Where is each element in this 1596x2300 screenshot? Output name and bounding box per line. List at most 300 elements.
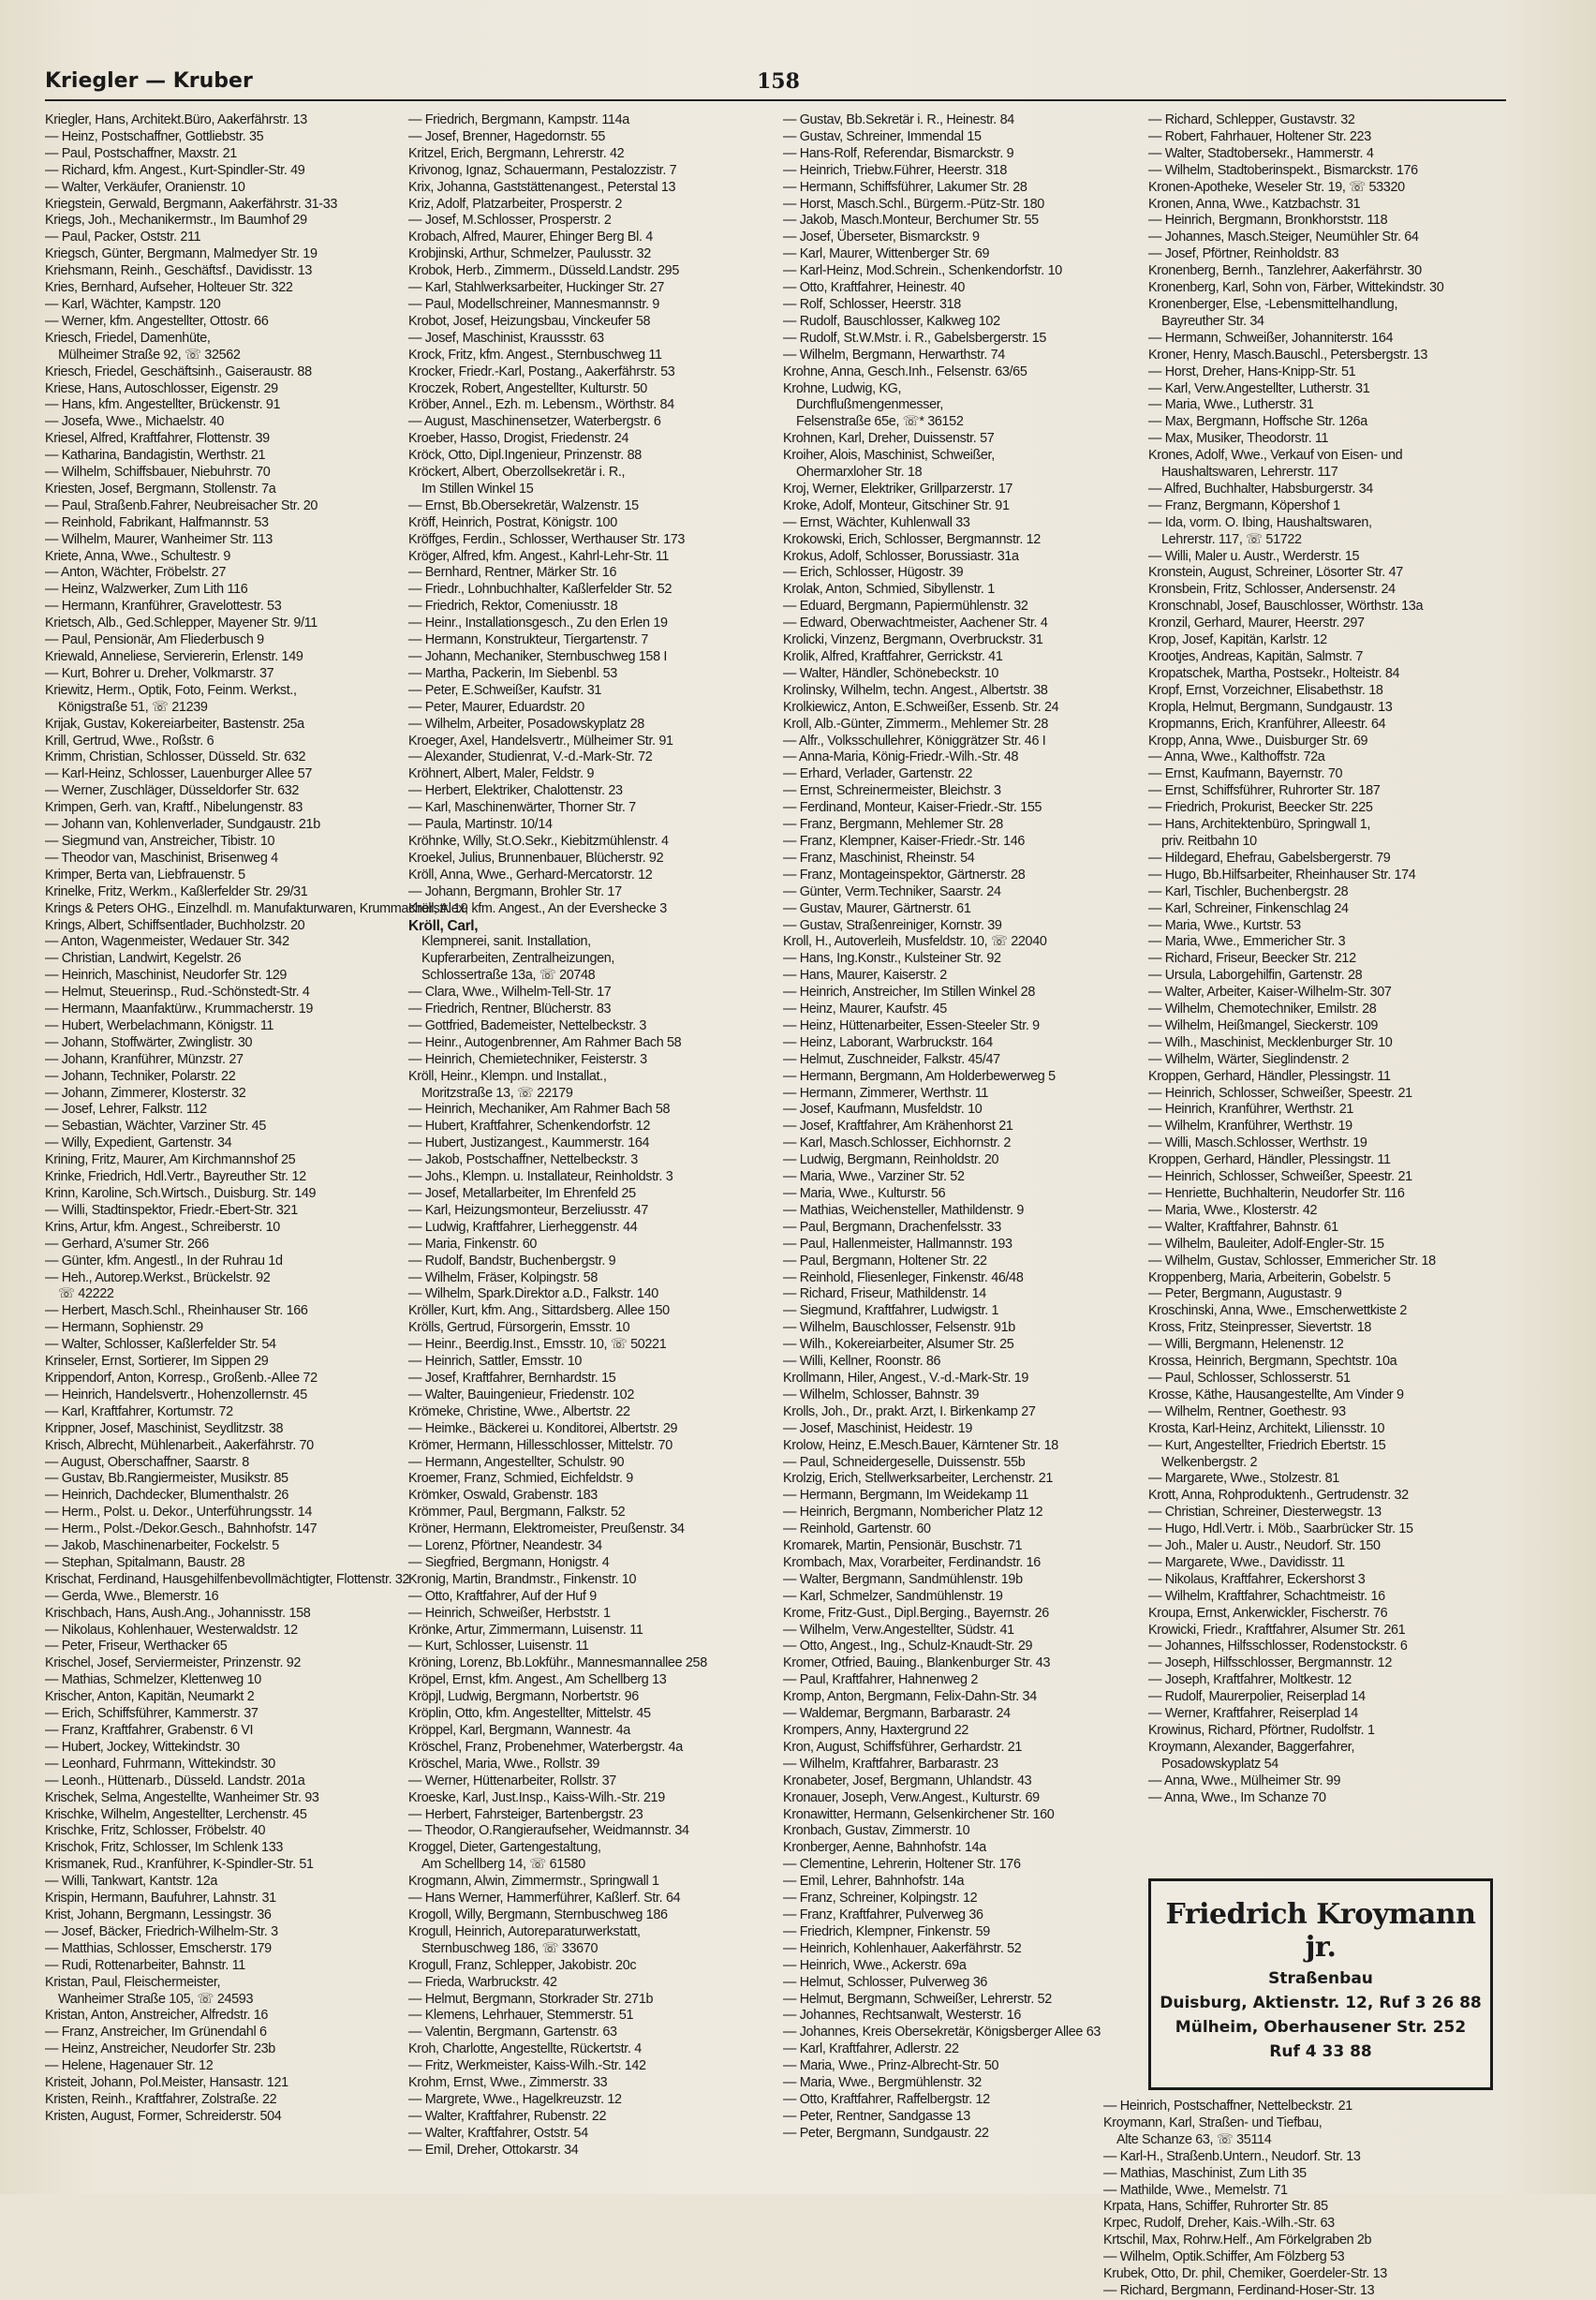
directory-entry: — Friedr., Lohnbuchhalter, Kaßlerfelder Str. 52 — [408, 582, 672, 598]
directory-entry: Krubek, Otto, Dr. phil, Chemiker, Goerdeler-Str. 13 — [1103, 2266, 1387, 2282]
directory-entry: — Nikolaus, Kohlenhauer, Westerwaldstr. 12 — [45, 1622, 298, 1638]
directory-entry: — Johann, Kranführer, Münzstr. 27 — [45, 1051, 244, 1067]
directory-entry: Krollmann, Hiler, Angest., V.-d.-Mark-Str. 19 — [783, 1370, 1029, 1386]
directory-entry: Kröll, Alex, kfm. Angest., An der Evershecke 3 — [408, 900, 667, 916]
directory-entry: Kroj, Werner, Elektriker, Grillparzerstr. 17 — [783, 481, 1013, 497]
directory-entry: Krott, Anna, Rohproduktenh., Gertrudenstr. 32 — [1148, 1488, 1409, 1504]
directory-entry: — Nikolaus, Kraftfahrer, Eckershorst 3 — [1148, 1571, 1366, 1587]
directory-entry: — Ursula, Laborgehilfin, Gartenstr. 28 — [1148, 968, 1363, 984]
directory-entry: Kröll, Heinr., Klempn. und Installat., — [408, 1068, 607, 1084]
directory-entry: Kroymann, Karl, Straßen- und Tiefbau, — [1103, 2115, 1323, 2130]
directory-entry: — Margarete, Wwe., Stolzestr. 81 — [1148, 1471, 1339, 1487]
directory-entry: — Emil, Lehrer, Bahnhofstr. 14a — [783, 1874, 965, 1890]
directory-entry: Kriegs, Joh., Mechanikermstr., Im Baumhof 29 — [45, 213, 307, 229]
directory-entry: — Ernst, Wächter, Kuhlenwall 33 — [783, 514, 970, 530]
directory-entry: — Richard, kfm. Angest., Kurt-Spindler-Str. 49 — [45, 162, 305, 178]
directory-entry: Kriegsch, Günter, Bergmann, Malmedyer Str. 19 — [45, 246, 318, 262]
directory-entry: Krinke, Friedrich, Hdl.Vertr., Bayreuther Str. 12 — [45, 1169, 306, 1185]
directory-entry: — Walter, Bergmann, Sandmühlenstr. 19b — [783, 1571, 1023, 1587]
directory-entry: — Clara, Wwe., Wilhelm-Tell-Str. 17 — [408, 985, 612, 1001]
directory-entry: — Joseph, Hilfsschlosser, Bergmannstr. 12 — [1148, 1655, 1392, 1671]
directory-entry: — Heinr., Autogenbrenner, Am Rahmer Bach 58 — [408, 1034, 682, 1050]
directory-entry: — Karl-Heinz, Schlosser, Lauenburger Allee 57 — [45, 766, 313, 782]
directory-entry: — Siegmund van, Anstreicher, Tibistr. 10 — [45, 833, 275, 849]
directory-entry: Kronen, Anna, Wwe., Katzbachstr. 31 — [1148, 196, 1361, 212]
directory-entry: Kröffges, Ferdin., Schlosser, Werthauser Str. 173 — [408, 531, 686, 547]
directory-entry: — Karl, Wächter, Kampstr. 120 — [45, 296, 221, 312]
directory-entry: — August, Oberschaffner, Saarstr. 8 — [45, 1454, 249, 1470]
directory-entry: — Matthias, Schlosser, Emscherstr. 179 — [45, 1940, 272, 1956]
directory-entry: Kroke, Adolf, Monteur, Gitschiner Str. 91 — [783, 497, 1010, 513]
directory-entry: — Joseph, Kraftfahrer, Moltkestr. 12 — [1148, 1672, 1352, 1688]
directory-entry: Kriz, Adolf, Platzarbeiter, Prosperstr. 2 — [408, 196, 622, 212]
directory-entry: — Gustav, Maurer, Gärtnerstr. 61 — [783, 900, 971, 916]
directory-entry: — Hugo, Bb.Hilfsarbeiter, Rheinhauser Str. 174 — [1148, 867, 1416, 883]
directory-entry: — Johs., Klempn. u. Installateur, Reinholdstr. 3 — [408, 1169, 673, 1185]
directory-entry: Kröschel, Franz, Probenehmer, Waterbergstr. 4a — [408, 1739, 683, 1755]
directory-entry: — Willi, Stadtinspektor, Friedr.-Ebert-Str. 321 — [45, 1202, 298, 1218]
directory-entry: Kronenberger, Else, -Lebensmittelhandlung, — [1148, 296, 1398, 312]
directory-entry: Krompers, Anny, Haxtergrund 22 — [783, 1723, 969, 1738]
directory-entry: Krobjinski, Arthur, Schmelzer, Paulusstr. 32 — [408, 246, 651, 262]
directory-entry: — Hermann, Maanfaktürw., Krummacherstr. 19 — [45, 1002, 314, 1017]
directory-entry: — Johann, Mechaniker, Sternbuschweg 158 I — [408, 649, 668, 664]
directory-entry: — Karl-H., Straßenb.Untern., Neudorf. Str. 13 — [1103, 2148, 1361, 2164]
directory-entry: — Willi, Masch.Schlosser, Werthstr. 19 — [1148, 1135, 1367, 1151]
directory-entry: — Wilhelm, Bergmann, Herwarthstr. 74 — [783, 347, 1005, 363]
directory-entry: Krippendorf, Anton, Korresp., Großenb.-Allee 72 — [45, 1370, 318, 1386]
directory-entry: Krome, Fritz-Gust., Dipl.Berging., Bayernstr. 26 — [783, 1605, 1049, 1621]
directory-entry: — Maria, Wwe., Varziner Str. 52 — [783, 1169, 965, 1185]
directory-entry: — Kurt, Bohrer u. Dreher, Volkmarstr. 37 — [45, 665, 274, 681]
directory-entry: — Heinz, Hüttenarbeiter, Essen-Steeler Str. 9 — [783, 1017, 1040, 1033]
directory-entry: Kröber, Annel., Ezh. m. Lebensm., Wörthstr. 84 — [408, 397, 674, 413]
directory-entry: — Franz, Montageinspektor, Gärtnerstr. 28 — [783, 867, 1026, 883]
directory-entry: Krietsch, Alb., Ged.Schlepper, Mayener Str. 9/11 — [45, 616, 318, 631]
directory-entry: — Christian, Schreiner, Diesterwegstr. 13 — [1148, 1505, 1382, 1521]
directory-entry: — Richard, Schlepper, Gustavstr. 32 — [1148, 112, 1355, 127]
directory-entry: — Wilhelm, Bauschlosser, Felsenstr. 91b — [783, 1320, 1015, 1336]
directory-entry: — Paul, Bergmann, Holtener Str. 22 — [783, 1253, 987, 1269]
directory-entry: — Herbert, Elektriker, Chalottenstr. 23 — [408, 783, 623, 799]
directory-entry: — Max, Bergmann, Hoffsche Str. 126a — [1148, 414, 1367, 430]
directory-entry: — Karl, Schmelzer, Sandmühlenstr. 19 — [783, 1588, 1003, 1604]
directory-entry: — Hermann, Bergmann, Am Holderbewerweg 5 — [783, 1068, 1056, 1084]
directory-entry: Kroppenberg, Maria, Arbeiterin, Gobelstr. 5 — [1148, 1269, 1391, 1285]
directory-entry: — Reinhold, Fliesenleger, Finkenstr. 46/48 — [783, 1269, 1024, 1285]
directory-entry: — Josef, Maschinist, Kraussstr. 63 — [408, 330, 604, 346]
directory-entry: — Heinrich, Kohlenhauer, Aakerfährstr. 52 — [783, 1940, 1022, 1956]
directory-entry: — Kurt, Angestellter, Friedrich Ebertstr. 15 — [1148, 1437, 1386, 1453]
directory-entry: — Wilhelm, Heißmangel, Sieckerstr. 109 — [1148, 1017, 1379, 1033]
directory-entry: Kronenberg, Karl, Sohn von, Färber, Wittekindstr. 30 — [1148, 280, 1444, 296]
directory-entry: — Paul, Modellschreiner, Mannesmannstr. 9 — [408, 296, 660, 312]
directory-entry: — Gustav, Schreiner, Immendal 15 — [783, 128, 982, 144]
directory-entry: — Siegfried, Bergmann, Honigstr. 4 — [408, 1554, 610, 1570]
directory-entry: Kross, Fritz, Steinpresser, Sievertstr. 18 — [1148, 1320, 1372, 1336]
directory-entry: Kroemer, Franz, Schmied, Eichfeldstr. 9 — [408, 1471, 633, 1487]
directory-entry: — Klemens, Lehrhauer, Stemmerstr. 51 — [408, 2008, 634, 2024]
directory-entry: Kronbach, Gustav, Zimmerstr. 10 — [783, 1823, 970, 1839]
directory-entry: — Jakob, Maschinenarbeiter, Fockelstr. 5 — [45, 1538, 279, 1554]
directory-entry: — Mathias, Maschinist, Zum Lith 35 — [1103, 2165, 1307, 2181]
directory-entry: — Karl, Maschinenwärter, Thorner Str. 7 — [408, 800, 636, 816]
directory-entry: — Reinhold, Gartenstr. 60 — [783, 1521, 931, 1537]
directory-entry: — Karl, Kraftfahrer, Adlerstr. 22 — [783, 2041, 959, 2057]
directory-entry: — Johann, Stoffwärter, Zwinglistr. 30 — [45, 1034, 253, 1050]
column-3 — [783, 112, 1126, 2155]
directory-entry: — Sebastian, Wächter, Varziner Str. 45 — [45, 1119, 266, 1135]
directory-entry: — Josef, Metallarbeiter, Im Ehrenfeld 25 — [408, 1186, 636, 1201]
directory-entry: — Rudolf, St.W.Mstr. i. R., Gabelsbergerstr. 15 — [783, 330, 1047, 346]
directory-entry: Mülheimer Straße 92, ☏ 32562 — [58, 347, 241, 363]
directory-entry: — Wilhelm, Schiffsbauer, Niebuhrstr. 70 — [45, 465, 271, 481]
directory-entry: — Waldemar, Bergmann, Barbarastr. 24 — [783, 1706, 1011, 1722]
directory-entry: — Hugo, Hdl.Vertr. i. Möb., Saarbrücker Str. 15 — [1148, 1521, 1413, 1537]
directory-entry: Kristeit, Johann, Pol.Meister, Hansastr. 121 — [45, 2075, 288, 2091]
directory-entry: — Heinrich, Dachdecker, Blumenthalstr. 26 — [45, 1488, 288, 1504]
directory-entry: — Josef, Kraftfahrer, Bernhardstr. 15 — [408, 1370, 616, 1386]
directory-entry: Krismanek, Rud., Kranführer, K-Spindler-Str. 51 — [45, 1857, 314, 1873]
directory-entry: — Peter, E.Schweißer, Kaufstr. 31 — [408, 682, 602, 698]
directory-entry: — Edward, Oberwachtmeister, Aachener Str. 4 — [783, 616, 1048, 631]
directory-entry: Im Stillen Winkel 15 — [421, 481, 534, 497]
column-2 — [408, 112, 751, 2158]
directory-entry: — Horst, Dreher, Hans-Knipp-Str. 51 — [1148, 364, 1356, 379]
directory-entry: — Josef, Überseter, Bismarckstr. 9 — [783, 230, 980, 245]
directory-entry: Kröplin, Otto, kfm. Angestellter, Mittelstr. 45 — [408, 1706, 651, 1722]
directory-entry: Krijak, Gustav, Kokereiarbeiter, Bastenstr. 25a — [45, 716, 304, 732]
directory-entry: Kroner, Henry, Masch.Bauschl., Petersbergstr. 13 — [1148, 347, 1428, 363]
directory-entry: — Erich, Schiffsführer, Kammerstr. 37 — [45, 1706, 259, 1722]
directory-entry: — Otto, Kraftfahrer, Heinestr. 40 — [783, 280, 966, 296]
directory-entry: — Peter, Friseur, Werthacker 65 — [45, 1639, 228, 1655]
directory-entry: — Paul, Hallenmeister, Hallmannstr. 193 — [783, 1236, 1012, 1252]
directory-entry: Krohm, Ernst, Wwe., Zimmerstr. 33 — [408, 2075, 608, 2091]
directory-entry: — Peter, Bergmann, Sundgaustr. 22 — [783, 2125, 989, 2141]
directory-entry: Kroeske, Karl, Just.Insp., Kaiss-Wilh.-Str. 219 — [408, 1789, 665, 1805]
directory-entry: Krispin, Hermann, Baufuhrer, Lahnstr. 31 — [45, 1891, 276, 1907]
directory-entry: — Ernst, Bb.Obersekretär, Walzenstr. 15 — [408, 497, 639, 513]
directory-entry: Krolow, Heinz, E.Mesch.Bauer, Kärntener Str. 18 — [783, 1437, 1058, 1453]
directory-entry: Ohermarxloher Str. 18 — [796, 465, 923, 481]
directory-entry: Kronsbein, Fritz, Schlosser, Andersenstr. 24 — [1148, 582, 1396, 598]
directory-entry: — Anna, Wwe., Mülheimer Str. 99 — [1148, 1773, 1341, 1788]
directory-entry: — Hans Werner, Hammerführer, Kaßlerf. Str. 64 — [408, 1891, 681, 1907]
directory-entry: Krocker, Friedr.-Karl, Postang., Aakerfährstr. 53 — [408, 364, 675, 379]
directory-entry: — Peter, Bergmann, Augustastr. 9 — [1148, 1286, 1342, 1302]
directory-entry: Krogull, Franz, Schlepper, Jakobistr. 20c — [408, 1957, 637, 1973]
directory-entry: — Wilhelm, Optik.Schiffer, Am Fölzberg 53 — [1103, 2249, 1345, 2265]
directory-entry: Krinn, Karoline, Sch.Wirtsch., Duisburg. Str. 149 — [45, 1186, 317, 1201]
directory-entry: Krining, Fritz, Maurer, Am Kirchmannshof 25 — [45, 1152, 296, 1168]
directory-entry: Kröll, Anna, Wwe., Gerhard-Mercatorstr. 12 — [408, 867, 653, 883]
directory-entry: — Heinrich, Maschinist, Neudorfer Str. 129 — [45, 968, 288, 984]
directory-entry: Sternbuschweg 186, ☏ 33670 — [421, 1940, 598, 1956]
directory-entry: — Friedrich, Bergmann, Kampstr. 114a — [408, 112, 629, 127]
directory-entry: Kröller, Kurt, kfm. Ang., Sittardsberg. Allee 150 — [408, 1303, 670, 1319]
directory-entry: — Franz, Klempner, Kaiser-Friedr.-Str. 146 — [783, 833, 1026, 849]
directory-entry: — Wilh., Kokereiarbeiter, Alsumer Str. 25 — [783, 1337, 1014, 1353]
directory-entry: Krischat, Ferdinand, Hausgehilfenbevollmächtigter, Flottenstr. 32 — [45, 1571, 410, 1587]
directory-entry: — Johann, Bergmann, Brohler Str. 17 — [408, 883, 622, 899]
directory-entry: — Otto, Angest., Ing., Schulz-Knaudt-Str. 29 — [783, 1639, 1033, 1655]
directory-entry: Kriesch, Friedel, Damenhüte, — [45, 330, 211, 346]
directory-entry: — Josefa, Wwe., Michaelstr. 40 — [45, 414, 225, 430]
directory-entry: — Wilhelm, Maurer, Wanheimer Str. 113 — [45, 531, 273, 547]
directory-entry: — Clementine, Lehrerin, Holtener Str. 176 — [783, 1857, 1021, 1873]
directory-entry: — Karl, Schreiner, Finkenschlag 24 — [1148, 900, 1349, 916]
directory-entry: — Herm., Polst.-/Dekor.Gesch., Bahnhofstr. 147 — [45, 1521, 318, 1537]
directory-entry: — Horst, Masch.Schl., Bürgerm.-Pütz-Str. 180 — [783, 196, 1044, 212]
directory-entry: Krimm, Christian, Schlosser, Düsseld. Str. 632 — [45, 749, 306, 765]
directory-entry: — Alfr., Volksschullehrer, Königgrätzer Str. 46 I — [783, 733, 1046, 749]
directory-entry: — Werner, Zuschläger, Düsseldorfer Str. 632 — [45, 783, 300, 799]
directory-entry: — Rudolf, Maurerpolier, Reiserplad 14 — [1148, 1689, 1366, 1705]
directory-entry: — Heinrich, Bergmann, Nombericher Platz 12 — [783, 1505, 1043, 1521]
directory-entry: — Helmut, Zuschneider, Falkstr. 45/47 — [783, 1051, 1000, 1067]
directory-entry: — Wilhelm, Spark.Direktor a.D., Falkstr. 140 — [408, 1286, 658, 1302]
directory-entry: Kroppen, Gerhard, Händler, Plessingstr. 11 — [1148, 1068, 1391, 1084]
directory-entry: — Henriette, Buchhalterin, Neudorfer Str. 116 — [1148, 1186, 1405, 1201]
directory-entry: — Jakob, Postschaffner, Nettelbeckstr. 3 — [408, 1152, 638, 1168]
directory-entry: Krippner, Josef, Maschinist, Seydlitzstr. 38 — [45, 1420, 284, 1436]
directory-entry: Kröpjl, Ludwig, Bergmann, Norbertstr. 96 — [408, 1689, 639, 1705]
directory-entry: Krogull, Heinrich, Autoreparaturwerkstatt, — [408, 1923, 641, 1939]
directory-entry: Kröner, Hermann, Elektromeister, Preußenstr. 34 — [408, 1521, 685, 1537]
directory-entry: — Otto, Kraftfahrer, Auf der Huf 9 — [408, 1588, 597, 1604]
directory-entry: — Johannes, Hilfsschlosser, Rodenstockstr. 6 — [1148, 1639, 1408, 1655]
directory-entry: — Hermann, Schiffsführer, Lakumer Str. 28 — [783, 179, 1027, 195]
directory-entry: Krolik, Alfred, Kraftfahrer, Gerrickstr. 41 — [783, 649, 1003, 664]
directory-entry: Kroiher, Alois, Maschinist, Schweißer, — [783, 448, 995, 464]
directory-entry: Kronenberg, Bernh., Tanzlehrer, Aakerfährstr. 30 — [1148, 263, 1422, 279]
directory-entry: — Karl, Masch.Schlosser, Eichhornstr. 2 — [783, 1135, 1012, 1151]
directory-entry: — Gerda, Wwe., Blemerstr. 16 — [45, 1588, 219, 1604]
directory-entry: — Paul, Straßenb.Fahrer, Neubreisacher Str. 20 — [45, 497, 318, 513]
directory-entry: Krolzig, Erich, Stellwerksarbeiter, Lerchenstr. 21 — [783, 1471, 1054, 1487]
directory-entry: — Heimke., Bäckerei u. Konditorei, Albertstr. 29 — [408, 1420, 678, 1436]
directory-entry: Kristan, Anton, Anstreicher, Alfredstr. 16 — [45, 2008, 269, 2024]
directory-entry: — Maria, Finkenstr. 60 — [408, 1236, 538, 1252]
directory-entry: Wanheimer Straße 105, ☏ 24593 — [58, 1991, 254, 2007]
directory-entry: Krings, Albert, Schiffsentlader, Buchholzstr. 20 — [45, 917, 305, 933]
directory-entry: — Heh., Autorep.Werkst., Brückelstr. 92 — [45, 1269, 271, 1285]
directory-entry: Krischek, Selma, Angestellte, Wanheimer Str. 93 — [45, 1789, 319, 1805]
directory-entry: — Friedrich, Klempner, Finkenstr. 59 — [783, 1923, 990, 1939]
directory-entry: — Gustav, Bb.Rangiermeister, Musikstr. 85 — [45, 1471, 288, 1487]
directory-entry: Krischke, Wilhelm, Angestellter, Lerchenstr. 45 — [45, 1806, 307, 1822]
directory-entry: — Heinz, Laborant, Warbruckstr. 164 — [783, 1034, 993, 1050]
directory-entry: — Peter, Rentner, Sandgasse 13 — [783, 2108, 970, 2124]
directory-entry: Kriese, Hans, Autoschlosser, Eigenstr. 29 — [45, 380, 278, 396]
directory-entry: — Willi, Kellner, Roonstr. 86 — [783, 1354, 941, 1370]
directory-entry: Krohne, Ludwig, KG, — [783, 380, 902, 396]
directory-entry: — Wilhelm, Bauleiter, Adolf-Engler-Str. 15 — [1148, 1236, 1384, 1252]
directory-entry: — Heinrich, Wwe., Ackerstr. 69a — [783, 1957, 967, 1973]
directory-entry: — Karl, Kraftfahrer, Kortumstr. 72 — [45, 1403, 233, 1419]
directory-entry: Kröschel, Maria, Wwe., Rollstr. 39 — [408, 1756, 600, 1772]
directory-entry: Krix, Johanna, Gaststättenangest., Peterstal 13 — [408, 179, 676, 195]
directory-entry: — Heinrich, Schlosser, Schweißer, Speestr. 21 — [1148, 1085, 1412, 1101]
directory-entry: — Johann van, Kohlenverlader, Sundgaustr. 21b — [45, 817, 320, 833]
directory-entry: — Johann, Techniker, Polarstr. 22 — [45, 1068, 236, 1084]
directory-entry: — Walter, Verkäufer, Oranienstr. 10 — [45, 179, 245, 195]
directory-entry: Kroekel, Julius, Brunnenbauer, Blücherstr. 92 — [408, 850, 664, 866]
directory-entry: — Katharina, Bandagistin, Werthstr. 21 — [45, 448, 266, 464]
directory-entry: Krolinsky, Wilhelm, techn. Angest., Albertstr. 38 — [783, 682, 1048, 698]
directory-entry: — Heinrich, Schweißer, Herbststr. 1 — [408, 1605, 611, 1621]
directory-entry: — Ernst, Schiffsführer, Ruhrorter Str. 187 — [1148, 783, 1381, 799]
directory-entry: — Hans, Ing.Konstr., Kulsteiner Str. 92 — [783, 951, 1001, 967]
directory-entry: — Johann, Zimmerer, Klosterstr. 32 — [45, 1085, 246, 1101]
directory-entry: — Franz, Schreiner, Kolpingstr. 12 — [783, 1891, 978, 1907]
directory-entry: — Wilhelm, Schlosser, Bahnstr. 39 — [783, 1387, 980, 1402]
directory-entry: — Heinz, Maurer, Kaufstr. 45 — [783, 1002, 947, 1017]
directory-entry: — Theodor van, Maschinist, Brisenweg 4 — [45, 850, 278, 866]
directory-entry: — Friedrich, Rentner, Blücherstr. 83 — [408, 1002, 612, 1017]
directory-entry: — Josef, M.Schlosser, Prosperstr. 2 — [408, 213, 612, 229]
directory-entry: — Franz, Bergmann, Köpershof 1 — [1148, 497, 1340, 513]
directory-entry: Kristan, Paul, Fleischermeister, — [45, 1974, 221, 1990]
directory-entry: — Valentin, Bergmann, Gartenstr. 63 — [408, 2025, 617, 2040]
directory-entry: — Franz, Kraftfahrer, Pulverweg 36 — [783, 1907, 983, 1922]
directory-entry: — Walter, Kraftfahrer, Rubenstr. 22 — [408, 2108, 607, 2124]
directory-entry: — Hermann, Angestellter, Schulstr. 90 — [408, 1454, 625, 1470]
directory-entry: — Wilhelm, Verw.Angestellter, Südstr. 41 — [783, 1622, 1014, 1638]
directory-entry: — Wilhelm, Arbeiter, Posadowskyplatz 28 — [408, 716, 644, 732]
directory-entry: Krömker, Oswald, Grabenstr. 183 — [408, 1488, 598, 1504]
directory-entry: — Max, Musiker, Theodorstr. 11 — [1148, 431, 1329, 447]
directory-entry: — Günter, kfm. Angestl., In der Ruhrau 1d — [45, 1253, 283, 1269]
directory-entry: — Hubert, Kraftfahrer, Schenkendorfstr. 12 — [408, 1119, 651, 1135]
directory-entry: Felsenstraße 65e, ☏* 36152 — [796, 414, 964, 430]
directory-entry: — Günter, Verm.Techniker, Saarstr. 24 — [783, 883, 1001, 899]
directory-entry: Bayreuther Str. 34 — [1161, 313, 1264, 329]
directory-entry: — Hermann, Zimmerer, Werthstr. 11 — [783, 1085, 989, 1101]
directory-entry: — Maria, Wwe., Emmericher Str. 3 — [1148, 934, 1346, 950]
directory-entry: — Paul, Postschaffner, Maxstr. 21 — [45, 145, 237, 161]
directory-entry: Welkenbergstr. 2 — [1161, 1454, 1258, 1470]
directory-entry: — Josef, Kaufmann, Musfeldstr. 10 — [783, 1102, 983, 1118]
directory-entry: Kriehsmann, Reinh., Geschäftsf., Davidisstr. 13 — [45, 263, 313, 279]
directory-entry: — Ludwig, Kraftfahrer, Lierheggenstr. 44 — [408, 1219, 638, 1235]
directory-entry: — Margarete, Wwe., Davidisstr. 11 — [1148, 1554, 1345, 1570]
directory-entry: — Karl, Verw.Angestellter, Lutherstr. 31 — [1148, 380, 1370, 396]
directory-entry: Kröhnke, Willy, St.O.Sekr., Kiebitzmühlenstr. 4 — [408, 833, 669, 849]
ad-company-name: Friedrich Kroymann jr. — [1165, 1898, 1476, 1964]
directory-entry: — Maria, Wwe., Lutherstr. 31 — [1148, 397, 1314, 413]
directory-entry: — Helene, Hagenauer Str. 12 — [45, 2058, 214, 2074]
directory-entry: — Wilhelm, Chemotechniker, Emilstr. 28 — [1148, 1002, 1377, 1017]
directory-entry: — Richard, Bergmann, Ferdinand-Hoser-Str. 13 — [1103, 2282, 1375, 2298]
directory-entry: Krönke, Artur, Zimmermann, Luisenstr. 11 — [408, 1622, 643, 1638]
directory-entry: Kröpel, Ernst, kfm. Angest., Am Schellberg 13 — [408, 1672, 667, 1688]
running-head: Kriegler — Kruber — [45, 69, 253, 93]
directory-entry: Krömmer, Paul, Bergmann, Falkstr. 52 — [408, 1505, 626, 1521]
directory-entry: — Paul, Pensionär, Am Fliederbusch 9 — [45, 632, 264, 648]
column-4 — [1148, 112, 1506, 1874]
directory-entry: Kriewald, Anneliese, Serviererin, Erlenstr. 149 — [45, 649, 303, 664]
directory-entry: — Alexander, Studienrat, V.-d.-Mark-Str. 72 — [408, 749, 653, 765]
directory-entry: Krokus, Adolf, Schlosser, Borussiastr. 31a — [783, 548, 1019, 564]
directory-entry: — Erich, Schlosser, Hügostr. 39 — [783, 565, 964, 581]
directory-entry: — Paul, Kraftfahrer, Hahnenweg 2 — [783, 1672, 978, 1688]
directory-entry: Kröppel, Karl, Bergmann, Wannestr. 4a — [408, 1723, 630, 1738]
directory-entry: — Leonh., Hüttenarb., Düsseld. Landstr. 201a — [45, 1773, 305, 1788]
directory-entry: Kroschinski, Anna, Wwe., Emscherwettkiste 2 — [1148, 1303, 1408, 1319]
directory-entry: Krischer, Anton, Kapitän, Neumarkt 2 — [45, 1689, 255, 1705]
directory-entry: — Franz, Anstreicher, Im Grünendahl 6 — [45, 2025, 267, 2040]
directory-entry: Krock, Fritz, kfm. Angest., Sternbuschweg 11 — [408, 347, 662, 363]
directory-entry: — Paul, Schneidergeselle, Duissenstr. 55b — [783, 1454, 1026, 1470]
directory-entry: Kriewitz, Herm., Optik, Foto, Feinm. Werkst., — [45, 682, 297, 698]
directory-entry: — Johannes, Kreis Obersekretär, Königsberger Allee 63 — [783, 2025, 1101, 2040]
directory-entry: — Rudolf, Bandstr, Buchenbergstr. 9 — [408, 1253, 616, 1269]
directory-entry: — Wilhelm, Wärter, Sieglindenstr. 2 — [1148, 1051, 1350, 1067]
directory-entry: Schlossertraße 13a, ☏ 20748 — [421, 968, 596, 984]
directory-entry: Kröhnert, Albert, Maler, Feldstr. 9 — [408, 766, 595, 782]
directory-entry: Krosse, Käthe, Hausangestellte, Am Vinder 9 — [1148, 1387, 1404, 1402]
directory-entry: Kroll, Alb.-Günter, Zimmerm., Mehlemer Str. 28 — [783, 716, 1048, 732]
directory-entry: Krombach, Max, Vorarbeiter, Ferdinandstr. 16 — [783, 1554, 1041, 1570]
directory-entry: — Ludwig, Bergmann, Reinholdstr. 20 — [783, 1152, 999, 1168]
directory-entry: Kroh, Charlotte, Angestellte, Rückertstr. 4 — [408, 2041, 642, 2057]
directory-entry: Krpec, Rudolf, Dreher, Kais.-Wilh.-Str. 63 — [1103, 2216, 1335, 2232]
directory-entry: Krins, Artur, kfm. Angest., Schreiberstr. 10 — [45, 1219, 280, 1235]
directory-entry: Krogmann, Alwin, Zimmermstr., Springwall 1 — [408, 1874, 659, 1890]
directory-entry: — Friedrich, Rektor, Comeniusstr. 18 — [408, 599, 618, 615]
directory-entry: Krinseler, Ernst, Sortierer, Im Sippen 29 — [45, 1354, 269, 1370]
directory-entry: — Heinrich, Kranführer, Werthstr. 21 — [1148, 1102, 1354, 1118]
directory-entry: — Martha, Packerin, Im Siebenbl. 53 — [408, 665, 617, 681]
directory-entry: Kupferarbeiten, Zentralheizungen, — [421, 951, 615, 967]
directory-entry: priv. Reitbahn 10 — [1161, 833, 1257, 849]
directory-entry: — Josef, Bäcker, Friedrich-Wilhelm-Str. 3 — [45, 1923, 278, 1939]
directory-entry: — Willi, Maler u. Austr., Werderstr. 15 — [1148, 548, 1360, 564]
directory-entry: — Hans, Maurer, Kaiserstr. 2 — [783, 968, 947, 984]
directory-entry: — Maria, Wwe., Prinz-Albrecht-Str. 50 — [783, 2058, 999, 2074]
directory-entry: — Wilhelm, Kraftfahrer, Schachtmeistr. 16 — [1148, 1588, 1385, 1604]
directory-entry: Krokowski, Erich, Schlosser, Bergmannstr. 12 — [783, 531, 1041, 547]
directory-entry: Kropp, Anna, Wwe., Duisburger Str. 69 — [1148, 733, 1368, 749]
directory-entry: Klempnerei, sanit. Installation, — [421, 934, 591, 950]
directory-entry: Kronberger, Aenne, Bahnhofstr. 14a — [783, 1840, 986, 1856]
directory-entry: — Wilhelm, Stadtoberinspekt., Bismarckstr. 176 — [1148, 162, 1418, 178]
directory-entry: — Erhard, Verlader, Gartenstr. 22 — [783, 766, 973, 782]
directory-entry: — Willi, Tankwart, Kantstr. 12a — [45, 1874, 218, 1890]
directory-entry: — Karl, Maurer, Wittenberger Str. 69 — [783, 246, 990, 262]
directory-entry: — Karl, Stahlwerksarbeiter, Huckinger Str. 27 — [408, 280, 664, 296]
directory-entry: Kroppen, Gerhard, Händler, Plessingstr. 11 — [1148, 1152, 1391, 1168]
directory-entry: — Heinr., Installationsgesch., Zu den Erlen 19 — [408, 616, 668, 631]
directory-entry: Kritzel, Erich, Bergmann, Lehrerstr. 42 — [408, 145, 625, 161]
directory-entry: Krones, Adolf, Wwe., Verkauf von Eisen- und — [1148, 448, 1403, 464]
directory-entry: — Gustav, Bb.Sekretär i. R., Heinestr. 84 — [783, 112, 1014, 127]
directory-entry: — Theodor, O.Rangieraufseher, Weidmannstr. 34 — [408, 1823, 689, 1839]
directory-entry: Königstraße 51, ☏ 21239 — [58, 699, 208, 715]
directory-entry: — Stephan, Spitalmann, Baustr. 28 — [45, 1554, 245, 1570]
directory-entry: — Hans-Rolf, Referendar, Bismarckstr. 9 — [783, 145, 1014, 161]
directory-entry: — Josef, Maschinist, Heidestr. 19 — [783, 1420, 972, 1436]
directory-entry: Krolls, Joh., Dr., prakt. Arzt, I. Birkenkamp 27 — [783, 1403, 1036, 1419]
directory-entry: Haushaltswaren, Lehrerstr. 117 — [1161, 465, 1338, 481]
directory-entry: Kroupa, Ernst, Ankerwickler, Fischerstr. 76 — [1148, 1605, 1388, 1621]
directory-entry: — Ernst, Schreinermeister, Bleichstr. 3 — [783, 783, 1001, 799]
directory-entry: — Werner, Kraftfahrer, Reiserplad 14 — [1148, 1706, 1358, 1722]
directory-entry: — Friedrich, Prokurist, Beecker Str. 225 — [1148, 800, 1373, 816]
directory-entry: Kröff, Heinrich, Postrat, Königstr. 100 — [408, 514, 617, 530]
